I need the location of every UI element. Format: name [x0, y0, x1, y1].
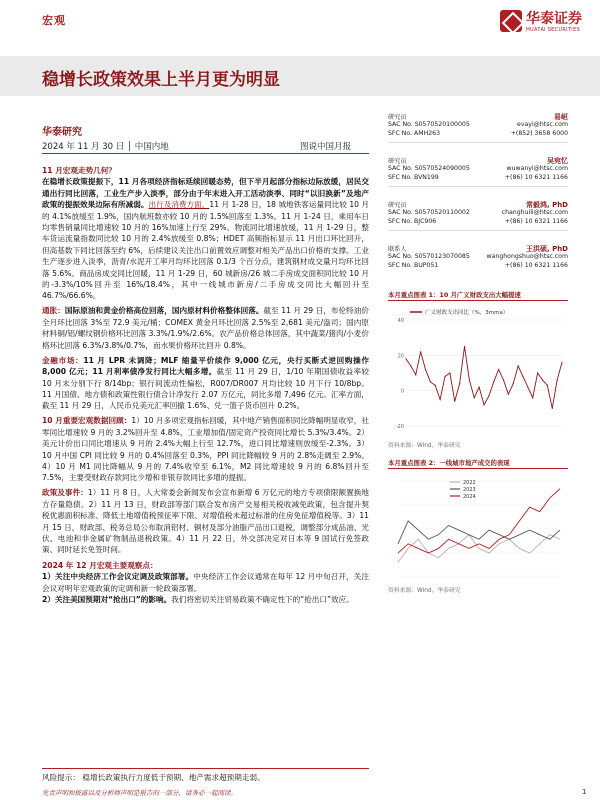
report-type: 图说中国月报: [300, 142, 352, 152]
data-point: [537, 372, 538, 373]
figure-2-series: [398, 489, 560, 562]
analyst-divider: [388, 142, 568, 143]
inflation-text: 截至 11 月 29 日，布伦特油价全月环比回落 3%至 72.9 美元/桶；COMEX 黄金月环比回落 2.5%至 2,681 美元/盎司；国内原材料铜/铝/螺纹钢价格环比回落 3.3%/1.9%/2.6%。农产品价格总体回落，其中蔬菜/猪肉/小麦价格环比回落 6.3%/3.8%/0.7%，而水果价格环比回升 0.8%。: [42, 306, 370, 350]
data-point: [561, 362, 562, 363]
analyst-sac: SAC No. S0570520100005: [388, 121, 470, 128]
data-point: [493, 381, 494, 382]
analyst-email[interactable]: wanghongshuo@htsc.com: [486, 253, 568, 260]
logo-mark-icon: [500, 10, 522, 32]
report-body: [42, 165, 369, 609]
analyst-phone: +(852) 3658 6000: [510, 130, 568, 137]
series-line: [398, 521, 560, 544]
figure-2-source: 资料来源：Wind，华泰研究: [388, 588, 461, 594]
logo-cn: 华泰证券: [526, 11, 582, 27]
analyst-card: [388, 112, 568, 150]
data-point: [542, 379, 543, 380]
policy-text: 1）11 月 8 日，人大常委会新闻发布会宣布新增 6 万亿元的地方专项债限额置换地方存量隐债。2）11 月 13 日，财政部等部门联合发布房产交易相关税收减免政策，包含提升契税优惠面积标准、降低土地增值税预征率下限、对增值税未超过标准的住房免征增值税等。3）11 月 15 日，财政部、税务总局公布取消铝材、铜材及部分油脂产品出口退税，调整部分成品油、光伏、电池和非金属矿物制品退税政策。4）11 月 22 日，外交部决定对日本等 9 国试行免签政策、同时延长免签时间。: [42, 488, 369, 555]
figure-1-divider: [388, 300, 568, 301]
data-point: [557, 379, 558, 380]
series-line: [406, 347, 562, 409]
analyst-name: 易峘: [554, 113, 568, 121]
policy-label: 政策及事件：: [42, 488, 88, 498]
analyst-card: [388, 244, 568, 282]
data-point: [425, 369, 426, 370]
data-point: [518, 365, 519, 366]
data-point: [430, 381, 431, 382]
question-title: 11 月宏观走势几何？: [42, 166, 116, 175]
data-point: [405, 358, 406, 359]
analyst-phone: +(86) 10 6321 1166: [504, 262, 568, 269]
legend-label: 2023: [463, 487, 476, 493]
data-point: [415, 374, 416, 375]
report-meta: 2024 年 11 月 30 日 │ 中国内地: [42, 142, 169, 152]
figure-2-divider: [388, 468, 568, 469]
section-inflation: [42, 305, 369, 351]
section-policy: [42, 487, 369, 555]
data-point: [464, 346, 465, 347]
analyst-email[interactable]: changhuili@htsc.com: [501, 209, 568, 216]
figure-1-grid: [406, 320, 562, 426]
series-line: [398, 489, 560, 553]
data-point: [459, 383, 460, 384]
analyst-email[interactable]: wuwanyi@htsc.com: [506, 165, 568, 172]
analyst-sfc: SFC No. BVN199: [388, 174, 439, 181]
figure-2-grid: [398, 480, 560, 576]
watch-title: 2024 年 12 月宏观主要观察点：: [42, 560, 158, 570]
data-point: [532, 397, 533, 398]
data-point: [513, 383, 514, 384]
figure-2-chart: [388, 472, 568, 584]
figure-2-title: 本月重点图表 2：一线城市地产成交的表现: [388, 459, 510, 467]
figure-1-source: 资料来源：Wind，华泰研究: [388, 443, 461, 449]
y-tick-label: -20: [395, 424, 404, 430]
section-watch: [42, 560, 369, 606]
review-text: 1）10 月多项宏观指标回暖，其中地产销售面积同比降幅明显收窄，社零同比增速较 9 月的 3.2%回升至 4.8%，工业增加值/固定资产投资同比增长 5.3%/3.4%。2）美元计价出口同比增速从 9 月的 2.4%大幅上行至 12.7%，进口同比增速则放缓至-2.3%。3）10 月中国 CPI 同比较 9 月的 0.4%回落至 0.3%，PPI 同比降幅较 9 月的 2.8%走阔至 2.9%。4）10 月 M1 同比降幅从 9 月的 7.4%收窄至 6.1%，M2 同比增速较 9 月的 6.8%回升至 7.5%，主要受财政存款同比少增和非银存款同比多增的提振。: [42, 416, 369, 483]
meta-divider: [42, 153, 369, 154]
watch-1-bold: 1）关注中央经济工作会议定调及政策部署。: [42, 572, 194, 582]
review-label: 10 月重要宏观数据回顾：: [42, 416, 132, 426]
analyst-role: 联系人: [388, 246, 407, 253]
watch-2-text: 我们将密切关注贸易政策不确定性下的“抢出口”效应。: [171, 595, 354, 604]
analyst-sac: SAC No. S0570524090005: [388, 165, 470, 172]
legend-label: 2022: [463, 480, 476, 486]
figure-1-legend: [410, 308, 508, 316]
figure-1-y-ticks: [396, 318, 404, 430]
y-tick-label: 0: [400, 388, 404, 395]
data-point: [552, 408, 553, 409]
analyst-phone: +(86) 10 6321 1166: [504, 174, 568, 181]
analyst-divider: [388, 186, 568, 187]
section-review: [42, 415, 369, 483]
y-tick-label: 20: [397, 353, 404, 360]
page-footer: [0, 786, 600, 800]
y-tick-label: 40: [397, 318, 404, 324]
data-point: [527, 387, 528, 388]
data-point: [483, 404, 484, 405]
data-point: [449, 372, 450, 373]
data-point: [488, 395, 489, 396]
risk-divider: [42, 768, 369, 769]
data-point: [522, 376, 523, 377]
logo-en: HUATAI SECURITIES: [526, 27, 580, 33]
analyst-sac: SAC No. S0570123070085: [388, 253, 470, 260]
finance-bold: 11 月 LPR 未调降；MLF 缩量平价续作 9,000 亿元，央行买断式逆回购操作 8,000 亿元；11 月利率债净发行同比大幅多增。: [42, 355, 370, 377]
analyst-role: 研究员: [388, 158, 407, 165]
data-point: [503, 379, 504, 380]
inflation-label: 通胀：: [42, 306, 65, 316]
watch-2-bold: 2）关注美国预期对“抢出口”的影响。: [42, 595, 172, 604]
data-point: [444, 376, 445, 377]
section-finance: [42, 355, 369, 412]
legend-label: 广义财政支出同比（%，3mma）: [425, 310, 509, 316]
figure-1-title: 本月重点图表 1：10 月广义财政支出大幅提速: [388, 291, 521, 299]
analyst-name: 吴宛忆: [547, 157, 568, 165]
page-number: 1: [582, 788, 587, 796]
data-point: [508, 394, 509, 395]
analyst-role: 研究员: [388, 114, 407, 121]
data-point: [498, 369, 499, 370]
analyst-sfc: SFC No. BUP051: [388, 262, 439, 269]
figure-2-legend: [450, 480, 476, 500]
data-point: [547, 385, 548, 386]
data-point: [435, 385, 436, 386]
data-point: [479, 387, 480, 388]
category-tag: 宏观: [42, 14, 66, 27]
huatai-logo: [500, 4, 592, 34]
watch-1-text: 中央经济工作会议通常在每年 12 月中旬召开，关注会议对明年宏观政策的定调和新一轮政策部署。: [42, 572, 369, 593]
research-label: 华泰研究: [42, 127, 82, 138]
analyst-divider: [388, 230, 568, 231]
analyst-role: 研究员: [388, 202, 407, 209]
analyst-phone: +(86) 10 6321 1166: [504, 218, 568, 225]
analyst-email[interactable]: evayi@htsc.com: [517, 121, 568, 128]
risk-warning: 风险提示： 稳增长政策执行力度低于预期、地产需求超预期走弱。: [42, 773, 265, 782]
report-title: 稳增长政策效果上半月更为明显: [42, 70, 280, 90]
analyst-panel: [388, 112, 568, 288]
analyst-sac: SAC No. S0570520110002: [388, 209, 470, 216]
footer-disclaimer: 免责声明和披露以及分析师声明是报告的一部分，请务必一起阅读。: [42, 789, 237, 797]
analyst-name: 王洪硕, PhD: [525, 245, 568, 253]
data-point: [440, 399, 441, 400]
data-point: [420, 351, 421, 352]
finance-label: 金融市场：: [42, 355, 84, 365]
finance-text: 截至 11 月 29 日，1/10 年期国债收益率较 10 月末分别下行 8/14bp；银行间流动性偏松，R007/DR007 月均比较 10 月下行 10/8bp。11 月国债、地方债和政策性银行债合计净发行 2.07 万亿元，同比多增 7,496 亿元。汇率方面，截至 11 月 29 日，人民币兑美元汇率回撤 1.6%、兑一篮子货币回升 0.2%。: [42, 367, 370, 411]
analyst-sfc: SFC No. AMH263: [388, 130, 441, 137]
analyst-card: [388, 156, 568, 194]
analyst-card: [388, 200, 568, 238]
data-point: [469, 379, 470, 380]
data-point: [454, 401, 455, 402]
data-point: [410, 365, 411, 366]
inflation-bold: 国际原油和黄金价格高位回落，国内原材料价格整体回落。: [64, 306, 264, 316]
section-question: [42, 165, 369, 302]
activity-link[interactable]: 出行及消费方面，: [148, 200, 210, 210]
analyst-name: 常毅鸿, PhD: [525, 201, 568, 209]
legend-label: 2024: [463, 494, 476, 500]
figure-1-chart: [388, 304, 568, 436]
summary-bold: 在稳增长政策提振下，11 月各项经济指标延续回暖态势，但下半月起部分指标边际放缓，居民交通出行同比回落，工业生产步入淡季，部分由于年末进入开工活动淡季、同时“以旧换新”及地产政策的提振效果边际有所减弱。: [42, 177, 369, 210]
summary-text: 11 月 1-28 日，18 城地铁客运量同比较 10 月的 4.1%放缓至 1.9%，国内航班数亦较 10 月的 1.5%回落至 1.3%。11 月 1-24 日，乘用车日均零售销量同比增速较 10 月的 16%加速上行至 29%。物流同比增速放缓，11 月 1-29 日，整车货运流量指数同比较 10 月的 2.4%放缓至 0.8%；HDET 高频指标显示 11 月出口环比回升，但高基数下同比回落至约 6%，后续建议关注出口前置效应调整对相关产品出口价格的支撑。工业生产逐步进入淡季，沥青/水泥开工率月均环比回落 0.1/3 个百分点，建筑钢材成交量月均环比回落 5.6%。商品房成交同比回暖，11 月 1-29 日，60 城新房/26 城二手房成交面积同比较 10 月的-3.3%/10%回升至 16%/18.4%，其中一线城市新房/二手房成交同比大幅回升至 46.7%/66.6%。: [42, 200, 370, 301]
analyst-sfc: SFC No. BJC906: [388, 218, 437, 225]
page-header: [0, 0, 600, 40]
data-point: [474, 397, 475, 398]
